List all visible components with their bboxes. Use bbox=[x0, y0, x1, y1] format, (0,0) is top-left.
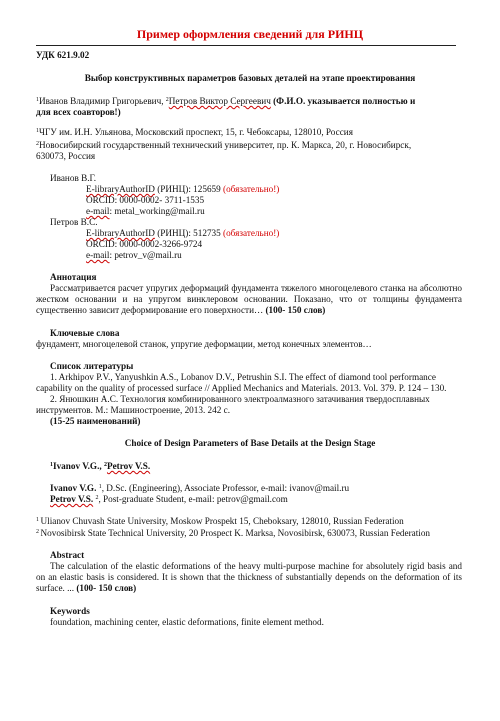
ru-affiliation-2-cont: 630073, Россия bbox=[36, 151, 96, 161]
header-divider bbox=[36, 45, 456, 46]
udk-code: УДК 621.9.02 bbox=[36, 50, 90, 60]
ru-authors-line: $^1$Иванов Владимир Григорьевич, $^2$Петров Виктор Сергеевич (Ф.И.О. указывается полностью и bbox=[36, 96, 416, 106]
ref-1-line-2: capability on the quality of processed surface // Applied Mechanics and Materials. 2013. Vol. 379. P. 124 – 130. bbox=[36, 383, 447, 393]
person1-orcid: ORCID: 0000-0002- 3711-1535 bbox=[86, 195, 205, 205]
ref-1-line-1: 1. Arkhipov P.V., Yanyushkin A.S., Lobanov D.V., Petrushin S.I. The effect of diamond tool performance bbox=[50, 372, 436, 382]
en-article-title: Choice of Design Parameters of Base Details at the Design Stage bbox=[124, 438, 376, 448]
ru-abstract-heading: Аннотация bbox=[50, 272, 97, 282]
person1-name: Иванов В.Г. bbox=[50, 173, 97, 183]
ru-authors-note-1: (Ф.И.О. указывается полностью и bbox=[273, 96, 416, 106]
en-abstract-heading: Abstract bbox=[50, 550, 85, 560]
person2-email: e-mail: petrov_v@mail.ru bbox=[86, 250, 182, 260]
en-affiliation-2: $^2$ Novosibirsk State Technical University, 20 Prospect K. Marksa, Novosibirsk, 630073, Russian Federation bbox=[36, 528, 431, 538]
en-author-2: Petrov V.S. $^2$, Post-graduate Student, e-mail: petrov@gmail.com bbox=[50, 494, 288, 504]
person1-elibrary: E-libraryAuthorID (РИНЦ): 125659 (обязательно!) bbox=[86, 184, 280, 194]
en-authors-line: $^1$Ivanov V.G., $^2$Petrov V.S. bbox=[50, 461, 151, 471]
refs-note: (15-25 наименований) bbox=[50, 416, 141, 426]
person1-email: e-mail: metal_working@mail.ru bbox=[86, 206, 205, 216]
ru-author-2: Петров Виктор Сергеевич bbox=[168, 96, 271, 106]
ru-authors-note-2: для всех соавторов!) bbox=[36, 107, 121, 117]
en-affiliation-1: $^1$ Ulianov Chuvash State University, Moskow Prospekt 15, Cheboksary, 128010, Russian Federation bbox=[36, 516, 404, 526]
document-header-title: Пример оформления сведений для РИНЦ bbox=[136, 27, 364, 41]
ru-refs-heading: Список литературы bbox=[50, 361, 134, 371]
ru-keywords-heading: Ключевые слова bbox=[50, 328, 120, 338]
ref-2-line-1: 2. Янюшкин А.С. Технология комбинированного электроалмазного затачивания твердосплавных bbox=[50, 394, 430, 404]
person2-elibrary: E-libraryAuthorID (РИНЦ): 512735 (обязательно!) bbox=[86, 228, 280, 238]
ru-abstract-text: Рассматривается расчет упругих деформаций фундамента тяжелого многоцелевого станка на абсолютно жестком основании и на упругом винклеровом основании. Показано, что от толщины фундамента существенно зависит деформирование его поверхности… (100- 150 слов) bbox=[36, 283, 462, 315]
ref-2-line-2: инструментов. М.: Машиностроение, 2013. 242 с. bbox=[36, 405, 231, 415]
en-keywords-text: foundation, machining center, elastic deformations, finite element method. bbox=[50, 617, 324, 627]
ru-article-title: Выбор конструктивных параметров базовых деталей на этапе проектирования bbox=[84, 73, 416, 83]
person2-name: Петров В.С. bbox=[50, 217, 98, 227]
ru-keywords-text: фундамент, многоцелевой станок, упругие деформации, метод конечных элементов… bbox=[36, 339, 372, 349]
ru-author-1: Иванов Владимир Григорьевич, bbox=[39, 96, 166, 106]
en-abstract-text: The calculation of the elastic deformations of the heavy multi-purpose machine for absolutely rigid basis and on an elastic basis is considered. It is shown that the thickness of substantially depends on the deformation of its surface. ... (100- 150 слов) bbox=[36, 561, 462, 593]
person2-orcid: ORCID: 0000-0002-3266-9724 bbox=[86, 239, 203, 249]
en-author-1: Ivanov V.G. $^1$, D.Sc. (Engineering), Associate Professor, e-mail: ivanov@mail.ru bbox=[50, 483, 350, 493]
ru-affiliation-2: $^2$Новосибирский государственный технический университет, пр. К. Маркса, 20, г. Новосибирск, bbox=[36, 140, 412, 150]
en-keywords-heading: Keywords bbox=[50, 606, 90, 616]
ru-affiliation-1: $^1$ЧГУ им. И.Н. Ульянова, Московский проспект, 15, г. Чебоксары, 128010, Россия bbox=[36, 127, 353, 137]
